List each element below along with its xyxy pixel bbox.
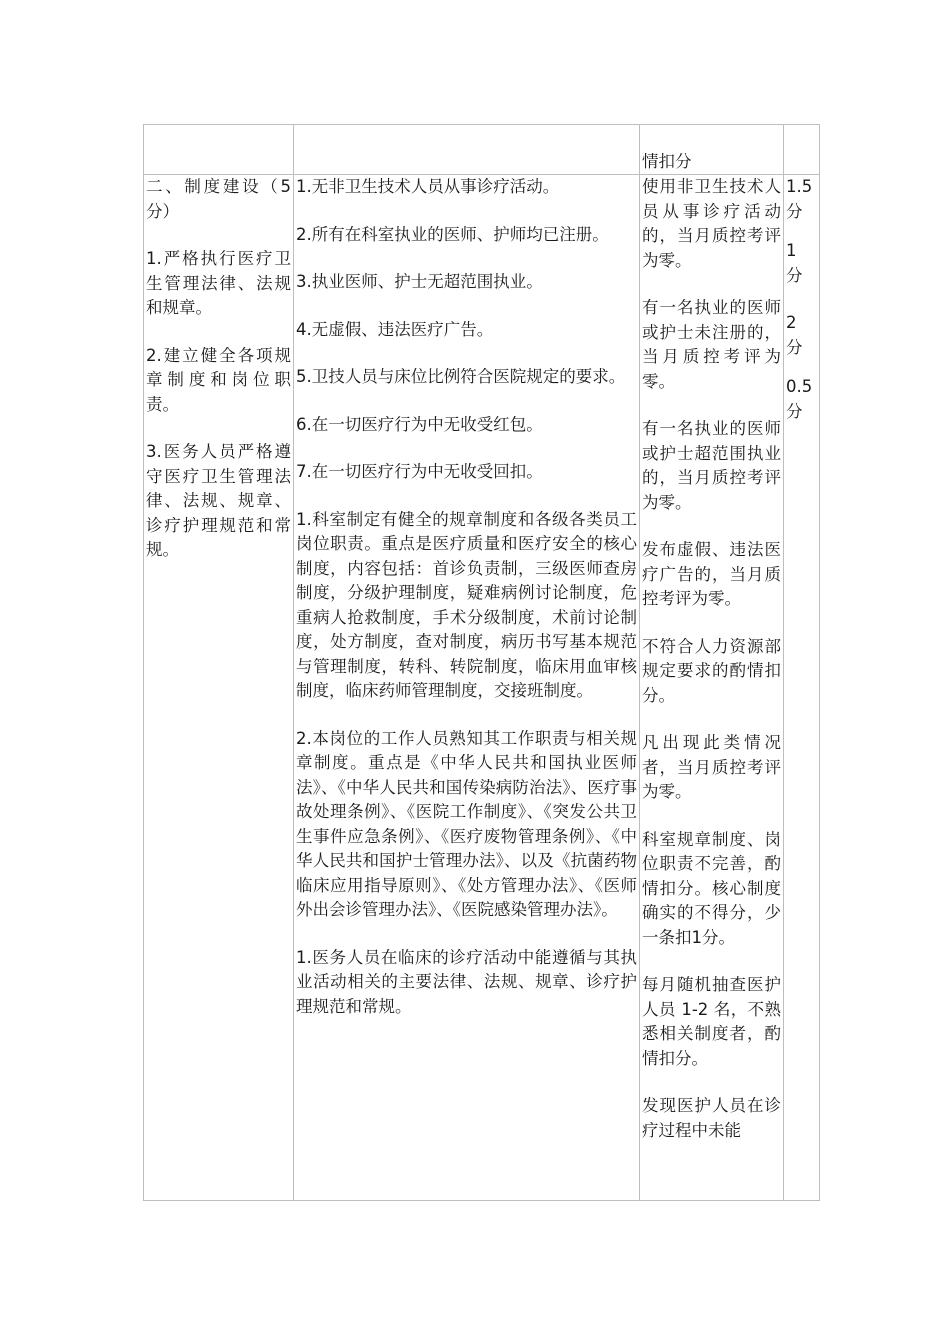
deduction-item: 不符合人力资源部规定要求的酌情扣分。 xyxy=(642,636,781,705)
table-row xyxy=(144,125,820,175)
category-cell xyxy=(144,175,294,1201)
table-cell xyxy=(784,125,820,175)
standard-item: 2.本岗位的工作人员熟知其工作职责与相关规章制度。重点是《中华人民共和国执业医师法》、《中华人民共和国传染病防治法》、医疗事故处理条例》、《医院工作制度》、《突发公共卫生事件应急条例》、《医疗废物管理条例》、《中华人民共和国护士管理办法》、以及《抗菌药物临床应用指导原则》、《处方管理办法》、《医师外出会诊管理办法》、《医院感染管理办法》。 xyxy=(296,728,637,919)
deduction-cell xyxy=(640,175,784,1201)
deduction-item: 发现医护人员在诊疗过程中未能 xyxy=(642,1096,781,1140)
standard-item: 3.执业医师、护士无超范围执业。 xyxy=(296,272,543,291)
category-title: 二、制度建设（5分） xyxy=(146,177,291,221)
score-value: 1.5分 xyxy=(786,177,813,221)
standard-item: 7.在一切医疗行为中无收受回扣。 xyxy=(296,462,543,481)
table-row xyxy=(144,175,820,1201)
deduction-item: 有一名执业的医师或护士未注册的，当月质控考评为零。 xyxy=(642,298,781,391)
standard-item: 6.在一切医疗行为中无收受红包。 xyxy=(296,414,543,434)
score-cell xyxy=(784,175,820,1201)
standard-cell xyxy=(294,175,640,1201)
standard-item: 1.医务人员在临床的诊疗活动中能遵循与其执业活动相关的主要法律、法规、规章、诊疗护理规范和常规。 xyxy=(296,947,637,1016)
deduction-item: 使用非卫生技术人员从事诊疗活动的，当月质控考评为零。 xyxy=(642,177,781,270)
standard-item: 1.科室制定有健全的规章制度和各级各类员工岗位职责。重点是医疗质量和医疗安全的核心制度，内容包括：首诊负责制，三级医师查房制度，分级护理制度，疑难病例讨论制度，危重病人抢救制度，手术分级制度，术前讨论制度，处方制度，查对制度，病历书写基本规范与管理制度，转科、转院制度，临床用血审核制度，临床药师管理制度，交接班制度。 xyxy=(296,509,637,700)
score-value: 1 分 xyxy=(786,241,803,285)
table-cell xyxy=(640,125,784,175)
standard-item: 2.所有在科室执业的医师、护师均已注册。 xyxy=(296,224,609,244)
deduction-item: 有一名执业的医师或护士超范围执业的，当月质控考评为零。 xyxy=(642,419,781,512)
deduction-item: 凡出现此类情况者，当月质控考评为零。 xyxy=(642,733,781,801)
assessment-table xyxy=(143,124,820,1201)
deduction-item: 发布虚假、违法医疗广告的，当月质控考评为零。 xyxy=(642,540,781,608)
table-cell xyxy=(144,125,294,175)
category-item: 3.医务人员严格遵守医疗卫生管理法律、法规、规章、诊疗护理规范和常规。 xyxy=(146,442,291,559)
category-item: 2.建立健全各项规章制度和岗位职责。 xyxy=(146,345,291,414)
deduction-text: 情扣分 xyxy=(642,151,692,171)
score-value: 0.5分 xyxy=(786,377,813,421)
table-cell xyxy=(294,125,640,175)
category-item: 1.严格执行医疗卫生管理法律、法规和规章。 xyxy=(146,249,291,317)
standard-item: 4.无虚假、违法医疗广告。 xyxy=(296,319,494,339)
deduction-item: 每月随机抽查医护人员 1-2 名，不熟悉相关制度者，酌情扣分。 xyxy=(642,975,781,1068)
score-value: 2 分 xyxy=(786,313,803,357)
standard-item: 5.卫技人员与床位比例符合医院规定的要求。 xyxy=(296,367,626,386)
deduction-item: 科室规章制度、岗位职责不完善，酌情扣分。核心制度确实的不得分，少一条扣1分。 xyxy=(642,829,781,947)
standard-item: 1.无非卫生技术人员从事诊疗活动。 xyxy=(296,177,560,196)
